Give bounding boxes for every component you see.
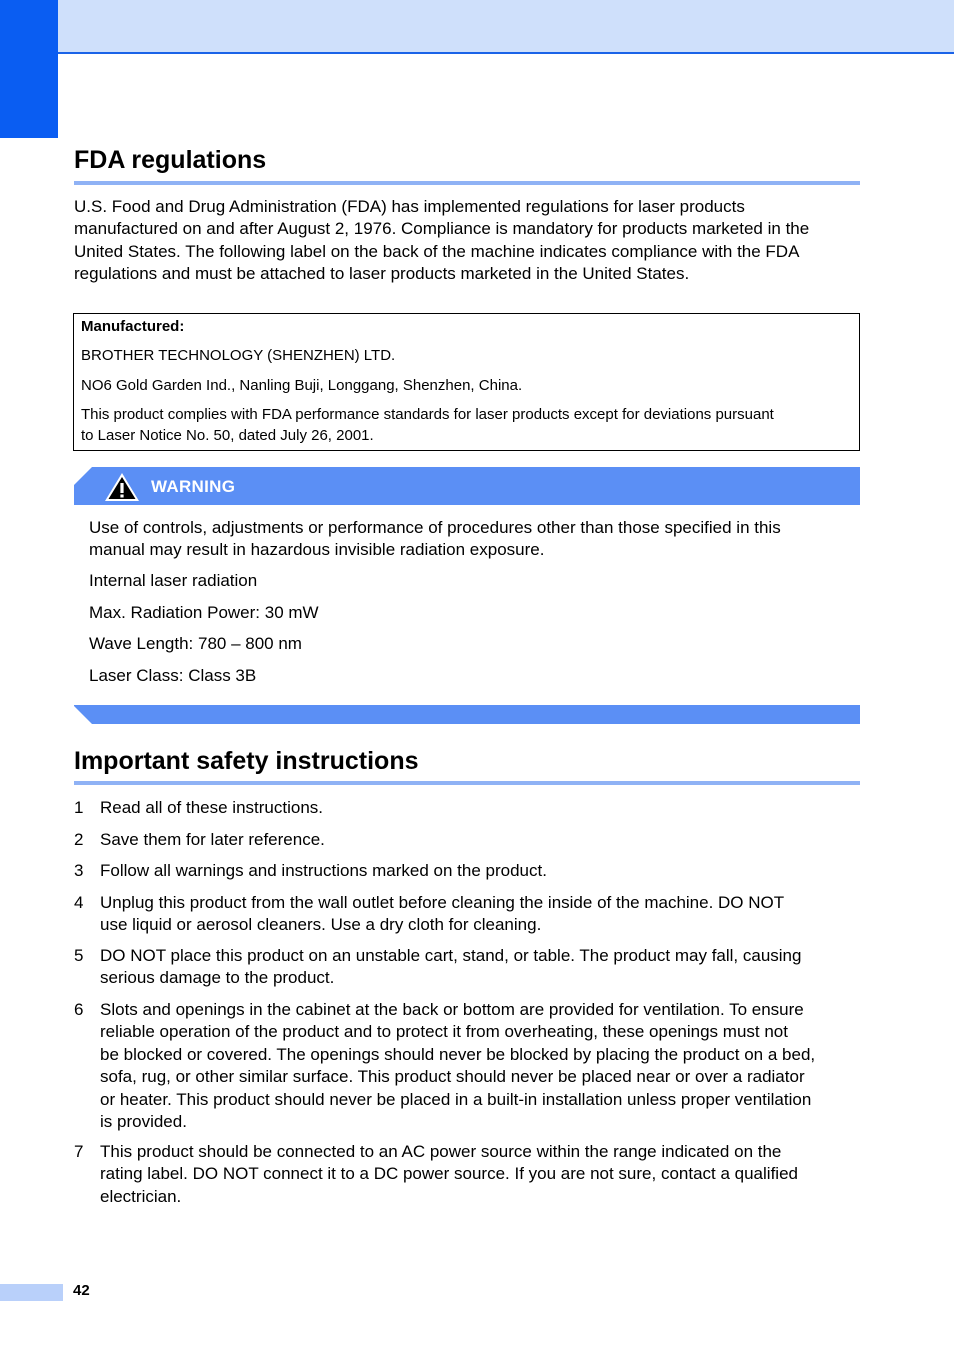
list-item-number: 1 bbox=[74, 798, 84, 817]
warning-line: Use of controls, adjustments or performance of procedures other than those specified in this bbox=[89, 518, 781, 537]
list-item-number: 6 bbox=[74, 1000, 84, 1019]
warning-label: WARNING bbox=[151, 477, 236, 496]
list-item-number: 2 bbox=[74, 830, 84, 849]
list-item-line: rating label. DO NOT connect it to a DC power source. If you are not sure, contact a qualified bbox=[100, 1164, 798, 1184]
list-item bbox=[100, 797, 862, 819]
list-item-line: is provided. bbox=[100, 1112, 187, 1132]
intro-line: regulations and must be attached to laser products marketed in the United States. bbox=[74, 264, 690, 284]
warning-spec: Max. Radiation Power: 30 mW bbox=[89, 603, 319, 622]
list-item-line: be blocked or covered. The openings should never be blocked by placing the product on a bed, bbox=[100, 1044, 816, 1064]
warning-spec: Laser Class: Class 3B bbox=[89, 666, 257, 685]
list-item-line: Save them for later reference. bbox=[100, 830, 325, 849]
label-manufactured: Manufactured: bbox=[81, 318, 185, 335]
list-item-number: 7 bbox=[74, 1142, 84, 1161]
warning-spec: Wave Length: 780 – 800 nm bbox=[89, 634, 302, 653]
warning-line: manual may result in hazardous invisible radiation exposure. bbox=[89, 540, 545, 560]
list-item bbox=[100, 892, 862, 937]
list-item-line: Unplug this product from the wall outlet before cleaning the inside of the machine. DO NOT bbox=[100, 893, 785, 912]
list-item bbox=[100, 1141, 862, 1208]
list-item-line: Follow all warnings and instructions marked on the product. bbox=[100, 861, 547, 880]
list-item-number: 5 bbox=[74, 946, 84, 965]
list-item-line: sofa, rug, or other similar surface. This product should never be placed near or over a radiator bbox=[100, 1067, 805, 1087]
heading-rule bbox=[74, 781, 860, 785]
intro-line: U.S. Food and Drug Administration (FDA) has implemented regulations for laser products bbox=[74, 197, 745, 216]
list-item bbox=[100, 829, 862, 851]
intro-line: manufactured on and after August 2, 1976. Compliance is mandatory for products marketed in the bbox=[74, 219, 810, 239]
list-item-line: This product should be connected to an AC power source within the range indicated on the bbox=[100, 1142, 782, 1161]
fda-intro bbox=[74, 196, 860, 286]
footer-tab bbox=[0, 1284, 63, 1301]
list-item bbox=[100, 860, 862, 882]
label-compliance-line: to Laser Notice No. 50, dated July 26, 2001. bbox=[81, 427, 374, 444]
list-item-line: electrician. bbox=[100, 1186, 182, 1206]
section-heading-safety: Important safety instructions bbox=[74, 747, 419, 775]
list-item-line: Read all of these instructions. bbox=[100, 798, 324, 817]
chapter-tab bbox=[0, 0, 58, 138]
warning-text bbox=[89, 517, 849, 562]
list-item-line: or heater. This product should never be placed in a built-in installation unless proper ventilation bbox=[100, 1089, 812, 1109]
label-compliance-line: This product complies with FDA performance standards for laser products except for deviations pursuant bbox=[81, 406, 774, 423]
warning-end-bar bbox=[74, 705, 860, 724]
page-number: 42 bbox=[73, 1282, 90, 1299]
label-company: BROTHER TECHNOLOGY (SHENZHEN) LTD. bbox=[81, 347, 396, 364]
list-item bbox=[100, 999, 862, 1133]
intro-line: United States. The following label on the back of the machine indicates compliance with the FDA bbox=[74, 241, 800, 261]
list-item-number: 3 bbox=[74, 861, 84, 880]
warning-spec: Internal laser radiation bbox=[89, 571, 258, 590]
list-item bbox=[100, 945, 862, 990]
list-item-line: use liquid or aerosol cleaners. Use a dry cloth for cleaning. bbox=[100, 915, 542, 935]
label-address: NO6 Gold Garden Ind., Nanling Buji, Longgang, Shenzhen, China. bbox=[81, 377, 523, 394]
list-item-line: DO NOT place this product on an unstable cart, stand, or table. The product may fall, causing bbox=[100, 946, 802, 965]
list-item-line: serious damage to the product. bbox=[100, 968, 335, 988]
warning-triangle-icon bbox=[104, 472, 140, 502]
section-heading-fda: FDA regulations bbox=[74, 146, 267, 174]
list-item-number: 4 bbox=[74, 893, 84, 912]
heading-rule bbox=[74, 181, 860, 185]
list-item-line: reliable operation of the product and to protect it from overheating, these openings must not bbox=[100, 1022, 788, 1042]
header-band bbox=[0, 0, 954, 54]
fda-label-box bbox=[73, 313, 860, 451]
list-item-line: Slots and openings in the cabinet at the back or bottom are provided for ventilation. To ensure bbox=[100, 1000, 804, 1019]
